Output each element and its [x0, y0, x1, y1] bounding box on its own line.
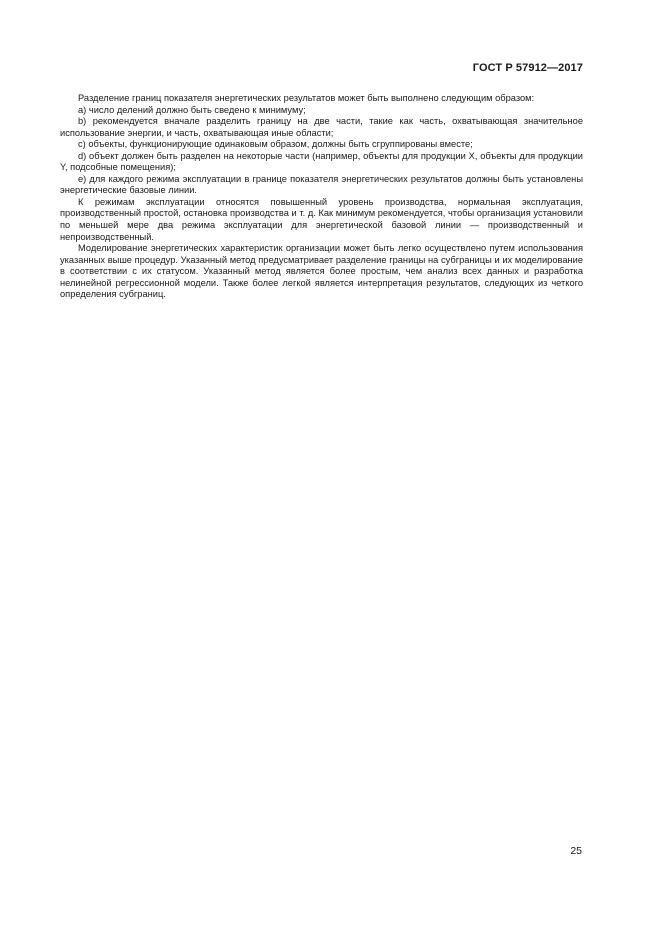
list-item-c: c) объекты, функционирующие одинаковым образом, должны быть сгруппированы вместе;	[78, 139, 473, 150]
paragraph-modeling: Моделирование энергетических характеристик организации может быть легко осуществлено путем использования указанных выше процедур. Указанный метод предусматривает разделение границы на субграницы и их моделирование в соответствии с их статусом. Указанный метод является более простым, чем анализ всех данных и разработка нелинейной регрессионной модели. Также более легкой является интерпретация результатов, следующих из четкого определения субграниц.	[60, 243, 583, 300]
page-number: 25	[570, 845, 582, 857]
document-standard-id: ГОСТ Р 57912—2017	[472, 62, 583, 74]
list-item-d: d) объект должен быть разделен на некоторые части (например, объекты для продукции X, объекты для продукции Y, подсобные помещения);	[60, 150, 583, 173]
document-body	[60, 93, 583, 301]
paragraph-intro: Разделение границ показателя энергетических результатов может быть выполнено следующим образом:	[78, 93, 535, 103]
list-item-e: e) для каждого режима эксплуатации в границе показателя энергетических результатов должны быть установлены энергетические базовые линии.	[60, 173, 583, 196]
list-item-a: a) число делений должно быть сведено к минимуму;	[78, 104, 306, 115]
paragraph-operating-modes: К режимам эксплуатации относятся повышенный уровень производства, нормальная эксплуатация, производственный простой, остановка производства и т. д. Как минимум рекомендуется, чтобы организация установили по меньшей мере два режима эксплуатации для энергетической базовой линии — производственный и непроизводственный.	[60, 196, 583, 242]
list-item-b: b) рекомендуется вначале разделить границу на две части, такие как часть, охватывающая значительное использование энергии, и часть, охватывающая иные области;	[60, 116, 583, 138]
